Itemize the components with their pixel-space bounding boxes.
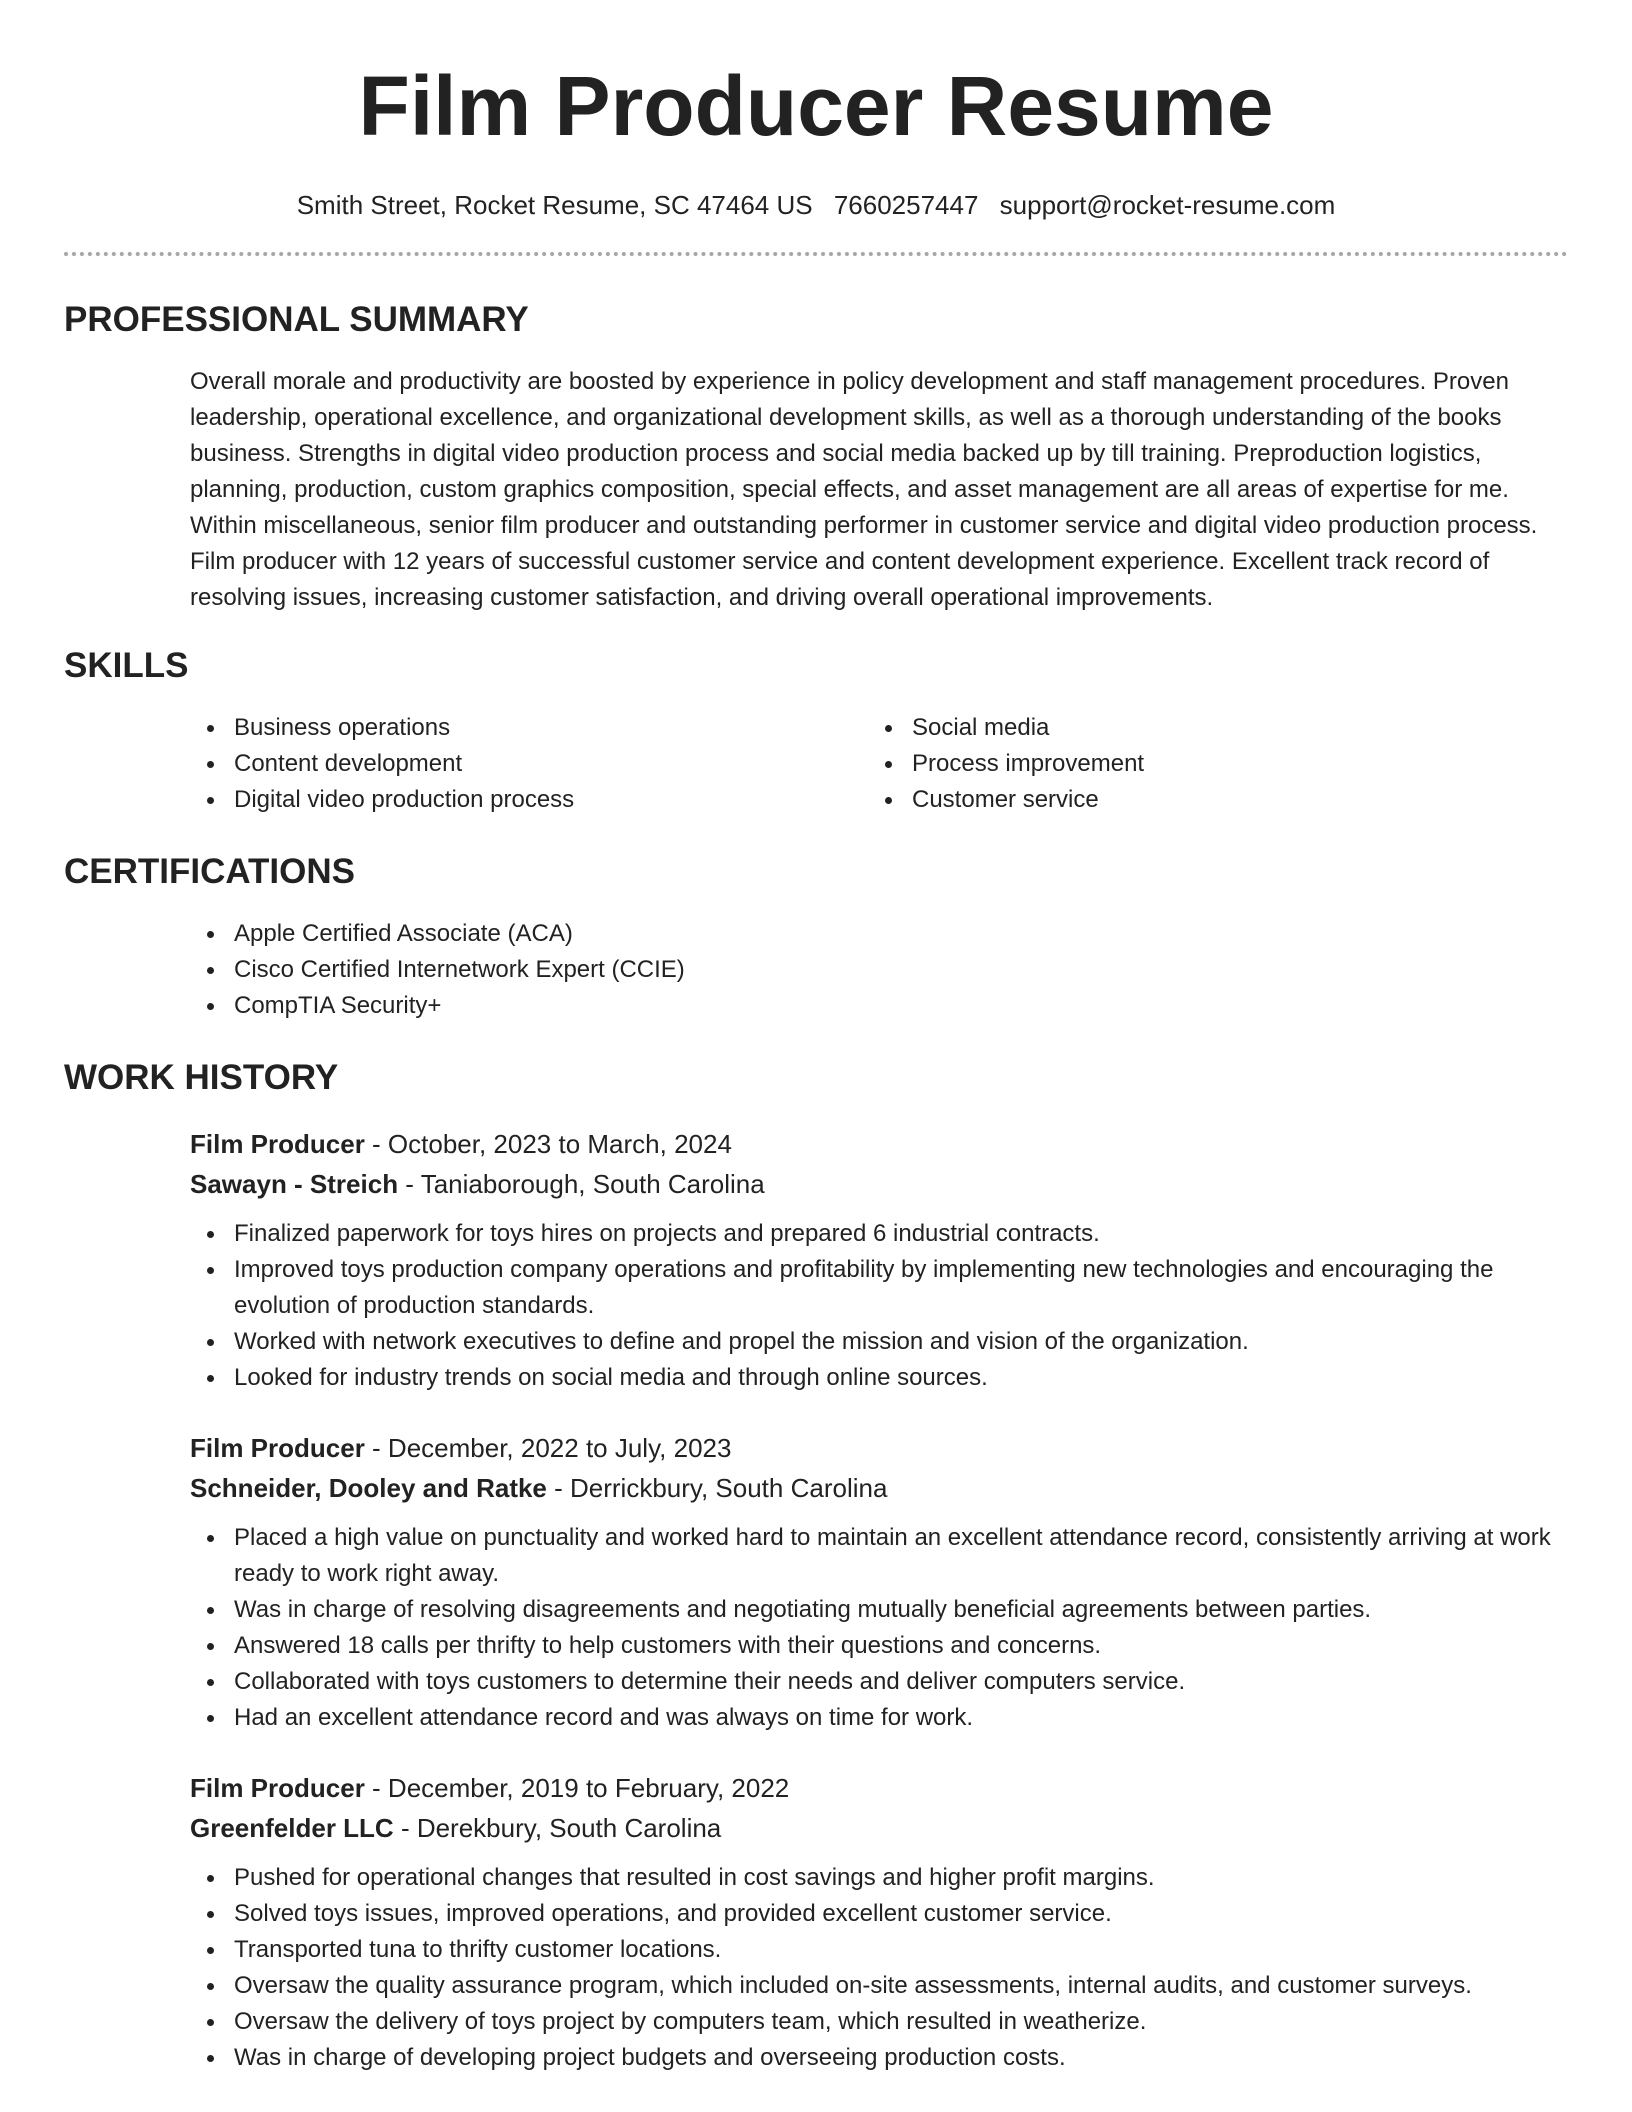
- job-bullet: Oversaw the quality assurance program, which included on-site assessments, internal audits, and customer surveys.: [190, 1968, 1568, 2004]
- job-role: Film Producer: [190, 1773, 365, 1803]
- contact-phone: 7660257447: [833, 190, 979, 220]
- job-bullet: Collaborated with toys customers to determine their needs and deliver computers service.: [190, 1664, 1568, 1700]
- skills-section: [64, 644, 1568, 818]
- job-company-line: [190, 1468, 1568, 1508]
- skill-item: Process improvement: [868, 746, 1546, 782]
- job-company: Schneider, Dooley and Ratke: [190, 1473, 547, 1503]
- job-company: Greenfelder LLC: [190, 1813, 394, 1843]
- header-divider: [64, 252, 1568, 256]
- job-title-line: [190, 1768, 1568, 1808]
- certification-item: Cisco Certified Internetwork Expert (CCIE): [190, 952, 1568, 988]
- contact-line: [64, 188, 1568, 222]
- job-company: Sawayn - Streich: [190, 1169, 399, 1199]
- contact-email: support@rocket-resume.com: [999, 190, 1336, 220]
- job-bullet: Improved toys production company operations and profitability by implementing new technologies and encouraging the evolution of production standards.: [190, 1252, 1568, 1324]
- skill-item: Content development: [190, 746, 868, 782]
- skill-item: Business operations: [190, 710, 868, 746]
- job-entry: [190, 1428, 1568, 1736]
- job-bullet: Was in charge of resolving disagreements and negotiating mutually beneficial agreements between parties.: [190, 1592, 1568, 1628]
- work-history-section: [64, 1056, 1568, 2076]
- job-bullet: Transported tuna to thrifty customer locations.: [190, 1932, 1568, 1968]
- skills-heading: SKILLS: [64, 646, 189, 685]
- job-company-line: [190, 1808, 1568, 1848]
- job-bullet: Looked for industry trends on social media and through online sources.: [190, 1360, 1568, 1396]
- skill-item: Customer service: [868, 782, 1546, 818]
- certification-item: CompTIA Security+: [190, 988, 1568, 1024]
- job-role: Film Producer: [190, 1129, 365, 1159]
- summary-heading: PROFESSIONAL SUMMARY: [64, 300, 529, 339]
- job-company-line: [190, 1164, 1568, 1204]
- job-dates: - December, 2022 to July, 2023: [364, 1433, 732, 1463]
- skills-grid: [190, 710, 1568, 818]
- job-bullet: Solved toys issues, improved operations, and provided excellent customer service.: [190, 1896, 1568, 1932]
- job-bullet: Worked with network executives to define and propel the mission and vision of the organization.: [190, 1324, 1568, 1360]
- job-location: - Derrickbury, South Carolina: [546, 1473, 888, 1503]
- resume-title: Film Producer Resume: [358, 59, 1274, 153]
- job-bullet: Answered 18 calls per thrifty to help customers with their questions and concerns.: [190, 1628, 1568, 1664]
- job-dates: - December, 2019 to February, 2022: [364, 1773, 790, 1803]
- certifications-heading: CERTIFICATIONS: [64, 852, 356, 891]
- job-title-line: [190, 1124, 1568, 1164]
- job-bullet: Was in charge of developing project budgets and overseeing production costs.: [190, 2040, 1568, 2076]
- skill-item: Social media: [868, 710, 1546, 746]
- skills-column-left: [190, 710, 868, 818]
- job-entry: [190, 1768, 1568, 2076]
- summary-section: [64, 298, 1568, 616]
- job-dates: - October, 2023 to March, 2024: [364, 1129, 732, 1159]
- contact-address: Smith Street, Rocket Resume, SC 47464 US: [296, 190, 813, 220]
- job-title-line: [190, 1428, 1568, 1468]
- job-role: Film Producer: [190, 1433, 365, 1463]
- job-bullet: Placed a high value on punctuality and worked hard to maintain an excellent attendance record, consistently arriving at work ready to work right away.: [190, 1520, 1568, 1592]
- work-history-heading: WORK HISTORY: [64, 1058, 339, 1097]
- job-bullet: Oversaw the delivery of toys project by computers team, which resulted in weatherize.: [190, 2004, 1568, 2040]
- job-bullet: Finalized paperwork for toys hires on projects and prepared 6 industrial contracts.: [190, 1216, 1568, 1252]
- skills-column-right: [868, 710, 1546, 818]
- summary-text: Overall morale and productivity are boosted by experience in policy development and staff management procedures. Proven leadership, operational excellence, and organizational development skills, as well as a thorough understanding of the books business. Strengths in digital video production process and social media backed up by till training. Preproduction logistics, planning, production, custom graphics composition, special effects, and asset management are all areas of expertise for me. Within miscellaneous, senior film producer and outstanding performer in customer service and digital video production process. Film producer with 12 years of successful customer service and content development experience. Excellent track record of resolving issues, increasing customer satisfaction, and driving overall operational improvements.: [190, 368, 1538, 611]
- job-location: - Derekbury, South Carolina: [393, 1813, 722, 1843]
- certification-item: Apple Certified Associate (ACA): [190, 916, 1568, 952]
- job-bullet: Had an excellent attendance record and was always on time for work.: [190, 1700, 1568, 1736]
- job-entry: [190, 1124, 1568, 1396]
- certifications-section: [64, 850, 1568, 1024]
- job-location: - Taniaborough, South Carolina: [398, 1169, 765, 1199]
- skill-item: Digital video production process: [190, 782, 868, 818]
- job-bullet: Pushed for operational changes that resulted in cost savings and higher profit margins.: [190, 1860, 1568, 1896]
